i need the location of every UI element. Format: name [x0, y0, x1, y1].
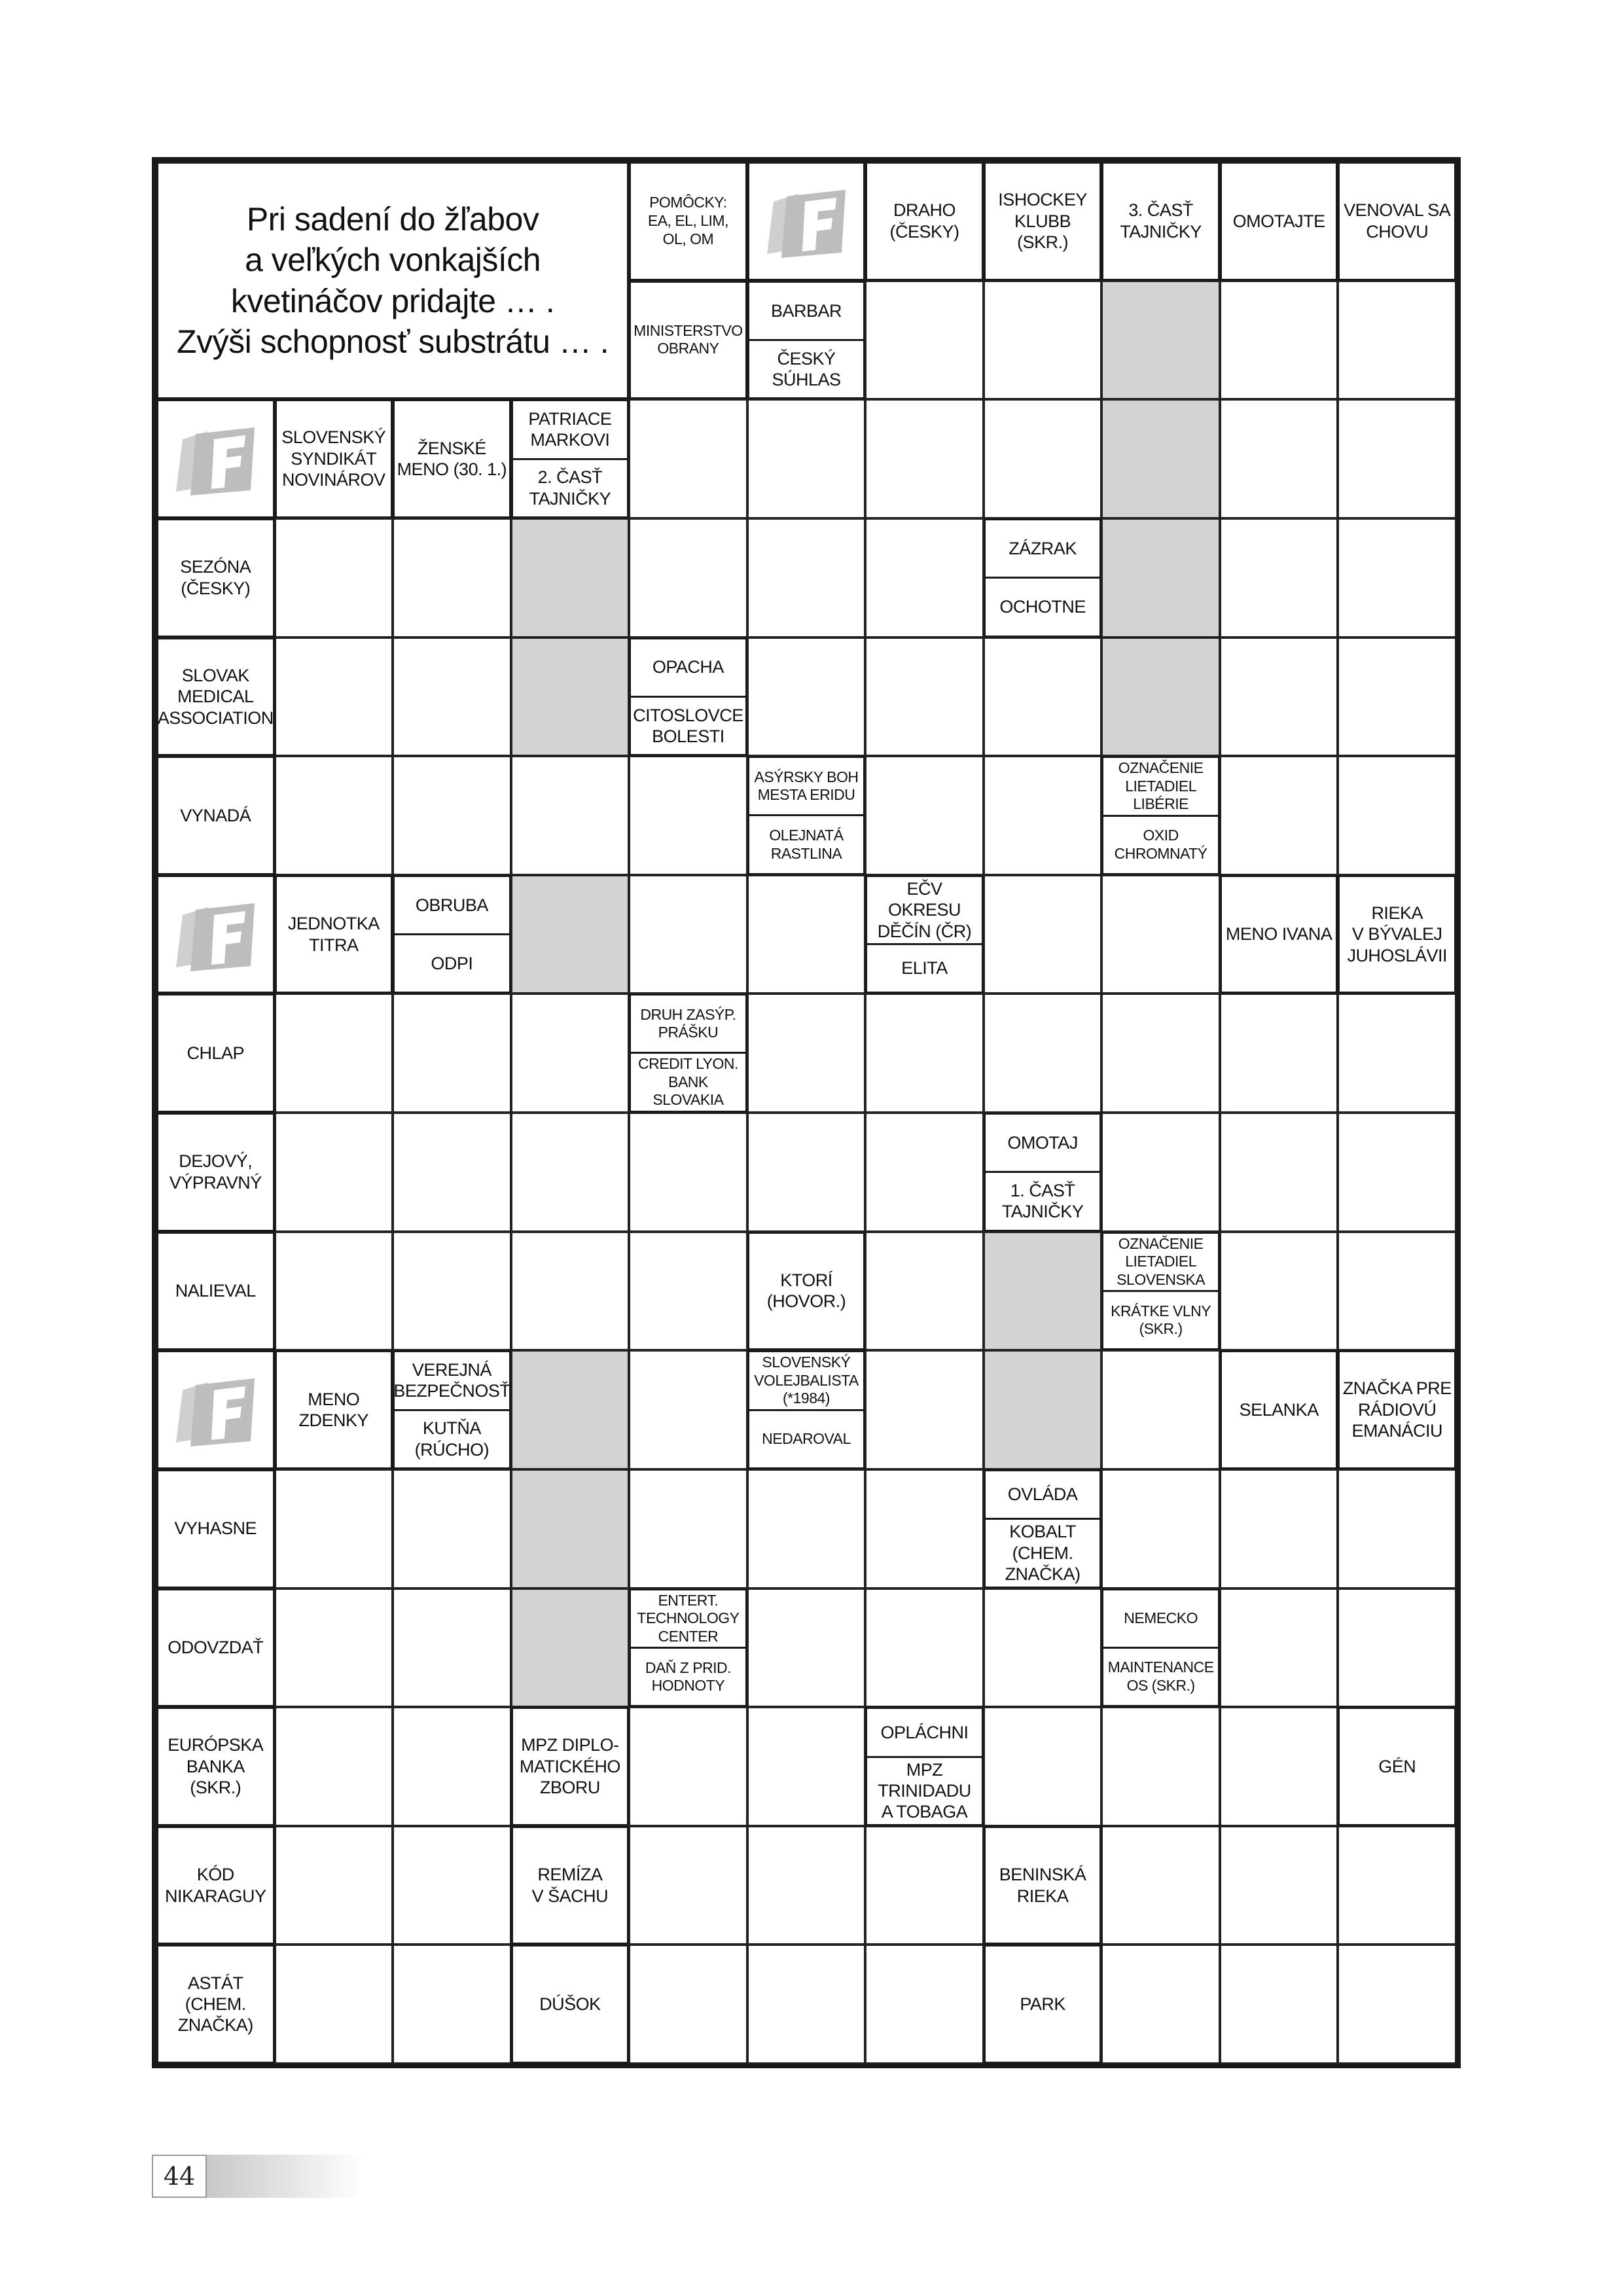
clue-text: VYNADÁ — [180, 805, 251, 825]
clue-text: MPZ DIPLO- MATICKÉHO ZBORU — [519, 1735, 620, 1798]
answer-cell[interactable] — [275, 1826, 393, 1945]
answer-cell[interactable] — [393, 1469, 511, 1588]
clue-text: JEDNOTKA TITRA — [287, 914, 380, 955]
clue-cell-c32 — [393, 1350, 511, 1469]
clue-text: ISHOCKEY KLUBB (SKR.) — [998, 190, 1087, 252]
answer-cell[interactable] — [1338, 637, 1456, 757]
answer-cell[interactable] — [275, 637, 393, 757]
answer-cell[interactable] — [865, 1588, 984, 1708]
clue-text: SLOVENSKÝ VOLEJBALISTA (*1984) — [754, 1354, 859, 1407]
clue-cell-c24 — [156, 994, 275, 1113]
shaded-cell — [511, 1469, 630, 1588]
answer-cell[interactable] — [1338, 756, 1456, 875]
answer-cell[interactable] — [1338, 1469, 1456, 1588]
answer-cell[interactable] — [629, 1826, 747, 1945]
page-number-fade — [207, 2155, 364, 2198]
clue-text: DRUH ZASÝP. PRÁŠKU — [640, 1005, 736, 1041]
clue-cell-c33 — [747, 1350, 866, 1469]
clue-text: MPZ TRINIDADU A TOBAGA — [867, 1756, 982, 1824]
answer-cell[interactable] — [1220, 1707, 1338, 1826]
clue-cell-c13 — [984, 518, 1102, 637]
clue-text: DRAHO (ČESKY) — [889, 200, 959, 242]
answer-cell[interactable] — [1220, 756, 1338, 875]
answer-cell[interactable] — [1220, 637, 1338, 757]
clue-cell-c34 — [1220, 1350, 1338, 1469]
clue-text: CHLAP — [187, 1043, 245, 1063]
f-logo-icon — [156, 1350, 275, 1469]
clue-cell-c29 — [747, 1232, 866, 1351]
clue-text: EČV OKRESU DĚČÍN (ČR) — [877, 878, 972, 941]
answer-cell[interactable] — [629, 1113, 747, 1232]
clue-cell-c22 — [1220, 875, 1338, 994]
answer-cell[interactable] — [629, 1232, 747, 1351]
answer-cell[interactable] — [747, 875, 866, 994]
answer-cell[interactable] — [511, 994, 630, 1113]
clue-text: POMÔCKY: EA, EL, LIM, OL, OM — [647, 194, 728, 247]
clue-text: MENO IVANA — [1225, 924, 1332, 944]
shaded-cell — [984, 1350, 1102, 1469]
answer-cell[interactable] — [1338, 281, 1456, 400]
clue-text: OPACHA — [652, 657, 724, 677]
clue-text: KOBALT (CHEM. ZNAČKA) — [986, 1518, 1100, 1586]
answer-cell[interactable] — [865, 756, 984, 875]
clue-cell-c20 — [393, 875, 511, 994]
shaded-cell — [1101, 281, 1220, 400]
answer-cell[interactable] — [1101, 1945, 1220, 2064]
answer-cell[interactable] — [1338, 1232, 1456, 1351]
clue-text: ELITA — [867, 943, 982, 992]
clue-text: ZÁZRAK — [1009, 538, 1077, 558]
clue-cell-c41 — [156, 1707, 275, 1826]
answer-cell[interactable] — [747, 994, 866, 1113]
answer-cell[interactable] — [393, 637, 511, 757]
answer-cell[interactable] — [393, 1826, 511, 1945]
shaded-cell — [511, 1588, 630, 1708]
clue-text: OXID CHROMNATÝ — [1103, 815, 1218, 873]
clue-cell-c39 — [629, 1588, 747, 1708]
clue-text: DAŇ Z PRID. HODNOTY — [631, 1647, 745, 1705]
answer-cell[interactable] — [275, 1469, 393, 1588]
clue-cell-c38 — [156, 1588, 275, 1708]
answer-cell[interactable] — [1338, 1945, 1456, 2064]
answer-cell[interactable] — [1101, 1113, 1220, 1232]
page-number: 44 — [152, 2155, 207, 2198]
clue-cell-c12 — [156, 518, 275, 637]
clue-cell-c2 — [865, 162, 984, 281]
answer-cell[interactable] — [629, 518, 747, 637]
answer-cell[interactable] — [511, 1113, 630, 1232]
answer-cell[interactable] — [1101, 1350, 1220, 1469]
clue-text: MINISTERSTVO OBRANY — [634, 321, 743, 357]
answer-cell[interactable] — [747, 399, 866, 518]
shaded-cell — [1101, 399, 1220, 518]
clue-cell-c17 — [747, 756, 866, 875]
answer-cell[interactable] — [1220, 518, 1338, 637]
answer-cell[interactable] — [1220, 994, 1338, 1113]
answer-cell[interactable] — [747, 637, 866, 757]
clue-cell-c36 — [156, 1469, 275, 1588]
clue-text: ŽENSKÉ MENO (30. 1.) — [397, 438, 507, 480]
answer-cell[interactable] — [747, 1945, 866, 2064]
answer-cell[interactable] — [747, 1826, 866, 1945]
answer-cell[interactable] — [393, 1588, 511, 1708]
clue-cell-c37 — [984, 1469, 1102, 1588]
clue-text: MENO ZDENKY — [298, 1389, 369, 1431]
clue-cell-c8 — [747, 281, 866, 400]
answer-cell[interactable] — [629, 1707, 747, 1826]
answer-cell[interactable] — [1220, 1588, 1338, 1708]
clue-text: OPLÁCHNI — [880, 1722, 969, 1742]
answer-cell[interactable] — [1101, 994, 1220, 1113]
clue-text: OCHOTNE — [986, 577, 1100, 635]
answer-cell[interactable] — [865, 1826, 984, 1945]
clue-text: OBRUBA — [415, 895, 488, 915]
clue-text: ZNAČKA PRE RÁDIOVÚ EMANÁCIU — [1342, 1378, 1452, 1441]
answer-cell[interactable] — [865, 637, 984, 757]
clue-cell-c28 — [156, 1232, 275, 1351]
clue-cell-c21 — [865, 875, 984, 994]
f-logo-icon — [156, 875, 275, 994]
clue-cell-c4 — [1101, 162, 1220, 281]
clue-cell-c11 — [511, 399, 630, 518]
answer-cell[interactable] — [865, 1350, 984, 1469]
clue-cell-c30 — [1101, 1232, 1220, 1351]
clue-text: PARK — [1020, 1994, 1065, 2014]
answer-cell[interactable] — [1220, 399, 1338, 518]
answer-cell[interactable] — [747, 1707, 866, 1826]
clue-cell-c45 — [156, 1826, 275, 1945]
clue-text: SELANKA — [1239, 1399, 1319, 1420]
clue-text: CREDIT LYON. BANK SLOVAKIA — [631, 1052, 745, 1111]
clue-cell-c16 — [156, 756, 275, 875]
clue-text: ODPI — [395, 933, 509, 992]
clue-text: NEMECKO — [1124, 1609, 1198, 1626]
answer-cell[interactable] — [984, 875, 1102, 994]
clue-cell-c9 — [275, 399, 393, 518]
clue-cell-c6 — [1338, 162, 1456, 281]
clue-text: RIEKA V BÝVALEJ JUHOSLÁVII — [1347, 903, 1447, 965]
clue-text: KUTŇA (RÚCHO) — [395, 1409, 509, 1467]
answer-cell[interactable] — [1220, 1826, 1338, 1945]
answer-cell[interactable] — [984, 399, 1102, 518]
clue-text: ENTERT. TECHNOLOGY CENTER — [637, 1591, 740, 1645]
clue-cell-c19 — [275, 875, 393, 994]
clue-text: ASTÁT (CHEM. ZNAČKA) — [177, 1973, 253, 2036]
clue-text: ODOVZDAŤ — [168, 1638, 264, 1658]
answer-cell[interactable] — [275, 756, 393, 875]
shaded-cell — [511, 518, 630, 637]
clue-text: SLOVAK MEDICAL ASSOCIATION — [157, 665, 274, 728]
answer-cell[interactable] — [629, 1469, 747, 1588]
clue-cell-c5 — [1220, 162, 1338, 281]
answer-cell[interactable] — [629, 1350, 747, 1469]
answer-cell[interactable] — [393, 1945, 511, 2064]
answer-cell[interactable] — [629, 399, 747, 518]
f-logo-icon — [156, 399, 275, 518]
shaded-cell — [984, 1232, 1102, 1351]
answer-cell[interactable] — [511, 756, 630, 875]
answer-cell[interactable] — [984, 1588, 1102, 1708]
clue-text: MAINTENANCE OS (SKR.) — [1103, 1647, 1218, 1705]
answer-cell[interactable] — [1338, 518, 1456, 637]
clue-text: ASÝRSKY BOH MESTA ERIDU — [754, 768, 859, 804]
crossword-grid — [152, 157, 1461, 2068]
clue-cell-c10 — [393, 399, 511, 518]
answer-cell[interactable] — [865, 281, 984, 400]
clue-cell-c44 — [1338, 1707, 1456, 1826]
answer-cell[interactable] — [865, 399, 984, 518]
clue-cell-c1 — [629, 162, 747, 281]
clue-cell-c49 — [511, 1945, 630, 2064]
answer-cell[interactable] — [747, 1588, 866, 1708]
clue-text: VEREJNÁ BEZPEČNOSŤ — [393, 1360, 510, 1401]
answer-cell[interactable] — [393, 756, 511, 875]
answer-cell[interactable] — [1101, 1707, 1220, 1826]
clue-text: OZNAČENIE LIETADIEL LIBÉRIE — [1118, 759, 1204, 813]
clue-cell-c27 — [984, 1113, 1102, 1232]
clue-cell-c25 — [629, 994, 747, 1113]
clue-text: VYHASNE — [174, 1518, 257, 1539]
puzzle-title-cell — [156, 162, 629, 399]
clue-cell-c15 — [629, 637, 747, 757]
clue-text: PATRIACE MARKOVI — [528, 409, 612, 450]
clue-text: SEZÓNA (ČESKY) — [180, 557, 251, 598]
clue-cell-c7 — [629, 281, 747, 400]
puzzle-title: Pri sadení do žľabov a veľkých vonkajších kvetináčov pridajte … . Zvýši schopnosť substrátu … . — [177, 200, 609, 361]
answer-cell[interactable] — [393, 518, 511, 637]
answer-cell[interactable] — [865, 1945, 984, 2064]
clue-text: DÚŠOK — [539, 1994, 601, 2014]
clue-text: KÓD NIKARAGUY — [164, 1865, 266, 1906]
clue-text: NEDAROVAL — [749, 1409, 864, 1467]
clue-text: OMOTAJTE — [1232, 211, 1325, 231]
answer-cell[interactable] — [747, 1469, 866, 1588]
answer-cell[interactable] — [275, 1232, 393, 1351]
answer-cell[interactable] — [865, 1113, 984, 1232]
clue-cell-c26 — [156, 1113, 275, 1232]
answer-cell[interactable] — [984, 756, 1102, 875]
answer-cell[interactable] — [747, 518, 866, 637]
answer-cell[interactable] — [1101, 1826, 1220, 1945]
clue-text: DEJOVÝ, VÝPRAVNÝ — [169, 1151, 262, 1193]
clue-text: OMOTAJ — [1007, 1132, 1078, 1153]
answer-cell[interactable] — [393, 994, 511, 1113]
answer-cell[interactable] — [629, 1945, 747, 2064]
answer-cell[interactable] — [747, 1113, 866, 1232]
clue-text: KTORÍ (HOVOR.) — [766, 1270, 846, 1312]
clue-cell-c14 — [156, 637, 275, 757]
clue-cell-c40 — [1101, 1588, 1220, 1708]
answer-cell[interactable] — [984, 994, 1102, 1113]
answer-cell[interactable] — [1220, 1113, 1338, 1232]
answer-cell[interactable] — [1220, 1232, 1338, 1351]
clue-text: EURÓPSKA BANKA (SKR.) — [168, 1735, 264, 1798]
clue-text: BARBAR — [770, 300, 842, 321]
answer-cell[interactable] — [984, 281, 1102, 400]
answer-cell[interactable] — [865, 1469, 984, 1588]
answer-cell[interactable] — [1220, 281, 1338, 400]
answer-cell[interactable] — [865, 994, 984, 1113]
answer-cell[interactable] — [275, 1113, 393, 1232]
clue-text: KRÁTKE VLNY (SKR.) — [1103, 1290, 1218, 1348]
clue-cell-c23 — [1338, 875, 1456, 994]
answer-cell[interactable] — [865, 1232, 984, 1351]
clue-text: 2. ČASŤ TAJNIČKY — [513, 458, 628, 516]
answer-cell[interactable] — [511, 1232, 630, 1351]
clue-text: 3. ČASŤ TAJNIČKY — [1120, 200, 1202, 242]
answer-cell[interactable] — [984, 637, 1102, 757]
answer-cell[interactable] — [393, 1707, 511, 1826]
answer-cell[interactable] — [984, 1707, 1102, 1826]
clue-text: ČESKÝ SÚHLAS — [749, 339, 864, 397]
clue-cell-c3 — [984, 162, 1102, 281]
clue-text: GÉN — [1378, 1756, 1416, 1776]
clue-cell-c47 — [984, 1826, 1102, 1945]
answer-cell[interactable] — [1220, 1945, 1338, 2064]
clue-cell-c48 — [156, 1945, 275, 2064]
answer-cell[interactable] — [629, 756, 747, 875]
answer-cell[interactable] — [1338, 1588, 1456, 1708]
clue-text: SLOVENSKÝ SYNDIKÁT NOVINÁROV — [281, 427, 386, 490]
f-logo-icon — [747, 162, 866, 281]
clue-cell-c43 — [865, 1707, 984, 1826]
answer-cell[interactable] — [1338, 1826, 1456, 1945]
clue-cell-c35 — [1338, 1350, 1456, 1469]
clue-text: OZNAČENIE LIETADIEL SLOVENSKA — [1117, 1234, 1206, 1288]
answer-cell[interactable] — [1101, 875, 1220, 994]
answer-cell[interactable] — [1220, 1469, 1338, 1588]
answer-cell[interactable] — [275, 1588, 393, 1708]
answer-cell[interactable] — [1338, 399, 1456, 518]
shaded-cell — [1101, 637, 1220, 757]
shaded-cell — [511, 637, 630, 757]
clue-cell-c31 — [275, 1350, 393, 1469]
shaded-cell — [511, 875, 630, 994]
clue-cell-c46 — [511, 1826, 630, 1945]
clue-text: OLEJNATÁ RASTLINA — [749, 814, 864, 872]
clue-cell-c50 — [984, 1945, 1102, 2064]
shaded-cell — [511, 1350, 630, 1469]
clue-cell-c42 — [511, 1707, 630, 1826]
clue-text: BENINSKÁ RIEKA — [999, 1865, 1086, 1906]
answer-cell[interactable] — [393, 1113, 511, 1232]
answer-cell[interactable] — [275, 994, 393, 1113]
clue-text: REMÍZA V ŠACHU — [531, 1865, 609, 1906]
clue-text: VENOVAL SA CHOVU — [1344, 200, 1451, 242]
answer-cell[interactable] — [1338, 994, 1456, 1113]
answer-cell[interactable] — [1338, 1113, 1456, 1232]
answer-cell[interactable] — [275, 1945, 393, 2064]
clue-text: 1. ČASŤ TAJNIČKY — [986, 1171, 1100, 1229]
answer-cell[interactable] — [1101, 1469, 1220, 1588]
answer-cell[interactable] — [865, 518, 984, 637]
answer-cell[interactable] — [629, 875, 747, 994]
answer-cell[interactable] — [393, 1232, 511, 1351]
clue-text: NALIEVAL — [175, 1281, 256, 1301]
clue-cell-c18 — [1101, 756, 1220, 875]
clue-text: OVLÁDA — [1007, 1484, 1078, 1505]
shaded-cell — [1101, 518, 1220, 637]
answer-cell[interactable] — [275, 1707, 393, 1826]
clue-text: CITOSLOVCE BOLESTI — [631, 696, 745, 754]
answer-cell[interactable] — [275, 518, 393, 637]
